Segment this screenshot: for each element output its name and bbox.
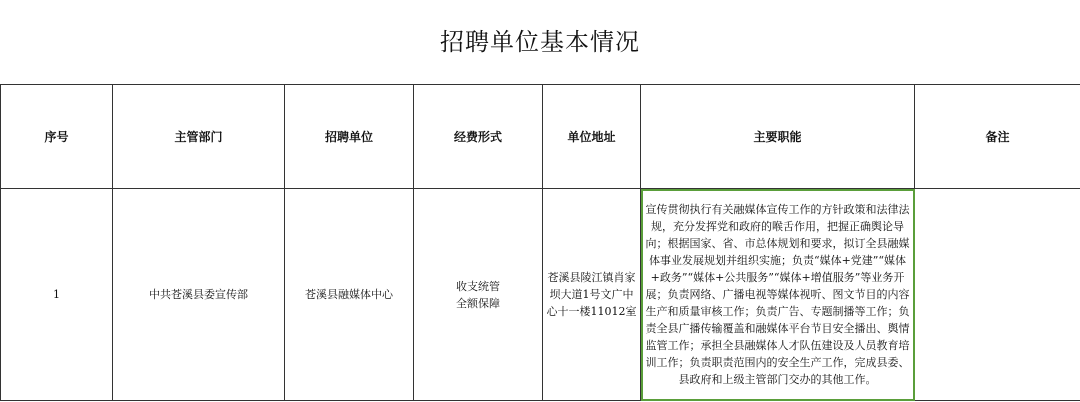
header-notes: 备注 [915,85,1080,189]
address-line: 苍溪县陵江镇肖家 [547,271,636,284]
header-index: 序号 [1,85,113,189]
address-line: 坝大道1号文广中 [549,288,634,301]
cell-notes [915,189,1080,401]
header-address: 单位地址 [543,85,641,189]
recruitment-info-table [0,84,1080,401]
address-line: 心十一楼11012室 [546,305,637,318]
cell-funding [414,189,543,401]
page-title: 招聘单位基本情况 [440,28,640,56]
table-row [1,189,1080,401]
header-department: 主管部门 [113,85,285,189]
cell-address [543,189,641,401]
cell-unit: 苍溪县融媒体中心 [285,189,414,401]
table-header-row [1,85,1080,189]
cell-department: 中共苍溪县委宣传部 [113,189,285,401]
header-unit: 招聘单位 [285,85,414,189]
header-funding: 经费形式 [414,85,543,189]
funding-line: 全额保障 [456,296,500,310]
funding-line: 收支统管 [456,279,500,293]
cell-index: 1 [1,189,113,401]
header-duties: 主要职能 [641,85,915,189]
cell-duties[interactable]: 宣传贯彻执行有关融媒体宣传工作的方针政策和法律法规，充分发挥党和政府的喉舌作用，把握正确舆论导向；根据国家、省、市总体规划和要求，拟订全县融媒体事业发展规划并组织实施；负责“媒体+党建”“媒体+政务”“媒体+公共服务”“媒体+增值服务”等业务开展；负责网络、广播电视等媒体视听、图文节目的内容生产和质量审核工作；负责广告、专题制播等工作；负责全县广播传输覆盖和融媒体平台节目安全播出、舆情监管工作；承担全县融媒体人才队伍建设及人员教育培训工作；负责职责范围内的安全生产工作，完成县委、县政府和上级主管部门交办的其他工作。 [641,189,915,401]
